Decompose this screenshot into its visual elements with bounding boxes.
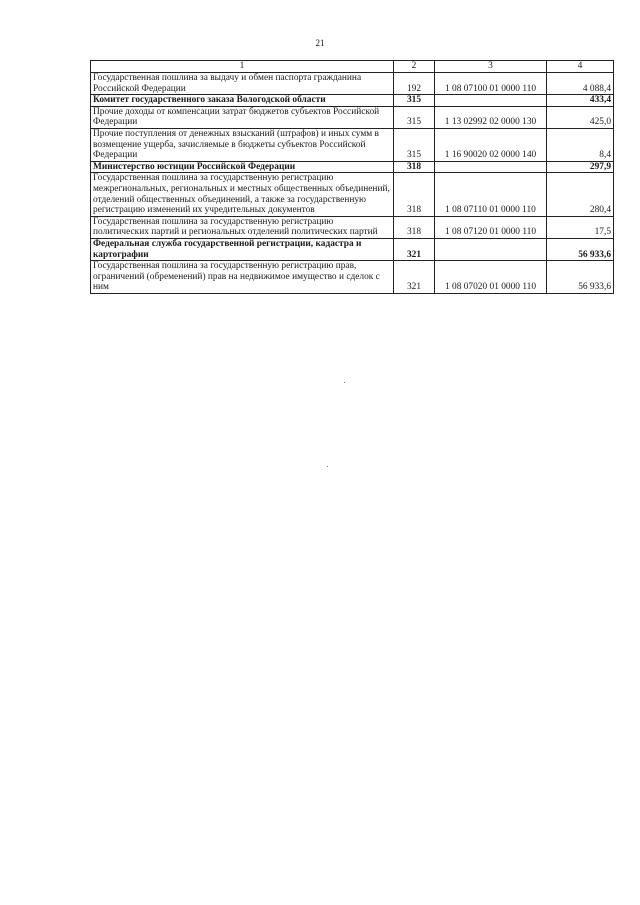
row-classification: 1 08 07110 01 0000 110 <box>435 173 547 216</box>
row-amount: 425,0 <box>547 106 614 128</box>
table-row <box>91 95 614 107</box>
column-header-2: 2 <box>394 61 435 73</box>
row-amount: 433,4 <box>547 95 614 107</box>
page-number: 21 <box>315 38 325 48</box>
column-header-1: 1 <box>91 61 394 73</box>
row-name: Федеральная служба государственной регистрации, кадастра и картографии <box>91 238 394 260</box>
table-row <box>91 238 614 260</box>
table-row <box>91 73 614 95</box>
table-header-row <box>91 61 614 73</box>
table-row <box>91 161 614 173</box>
row-code: 318 <box>394 161 435 173</box>
row-amount: 297,9 <box>547 161 614 173</box>
row-amount: 4 088,4 <box>547 73 614 95</box>
row-classification <box>435 161 547 173</box>
row-code: 315 <box>394 95 435 107</box>
row-amount: 56 933,6 <box>547 261 614 294</box>
row-code: 318 <box>394 173 435 216</box>
row-classification <box>435 238 547 260</box>
row-amount: 8,4 <box>547 128 614 161</box>
row-classification: 1 16 90020 02 0000 140 <box>435 128 547 161</box>
scan-speck <box>344 382 345 383</box>
revenue-table <box>90 60 614 294</box>
column-header-3: 3 <box>435 61 547 73</box>
row-name: Государственная пошлина за государственную регистрацию прав, ограничений (обременений) прав на недвижимое имущество и сделок с ним <box>91 261 394 294</box>
row-classification: 1 13 02992 02 0000 130 <box>435 106 547 128</box>
row-amount: 17,5 <box>547 216 614 238</box>
row-classification: 1 08 07120 01 0000 110 <box>435 216 547 238</box>
table-row <box>91 261 614 294</box>
row-code: 315 <box>394 106 435 128</box>
row-name: Министерство юстиции Российской Федерации <box>91 161 394 173</box>
row-code: 321 <box>394 261 435 294</box>
row-name: Государственная пошлина за выдачу и обмен паспорта гражданина Российской Федерации <box>91 73 394 95</box>
row-classification <box>435 95 547 107</box>
row-amount: 280,4 <box>547 173 614 216</box>
row-code: 318 <box>394 216 435 238</box>
table-row <box>91 128 614 161</box>
row-classification: 1 08 07020 01 0000 110 <box>435 261 547 294</box>
row-amount: 56 933,6 <box>547 238 614 260</box>
row-code: 315 <box>394 128 435 161</box>
row-name: Государственная пошлина за государственную регистрацию политических партий и региональных отделений политических партий <box>91 216 394 238</box>
row-name: Прочие доходы от компенсации затрат бюджетов субъектов Российской Федерации <box>91 106 394 128</box>
row-code: 321 <box>394 238 435 260</box>
table-row <box>91 173 614 216</box>
row-classification: 1 08 07100 01 0000 110 <box>435 73 547 95</box>
table-row <box>91 216 614 238</box>
row-name: Комитет государственного заказа Вологодской области <box>91 95 394 107</box>
row-name: Прочие поступления от денежных взысканий (штрафов) и иных сумм в возмещение ущерба, зачисляемые в бюджеты субъектов Российской Федерации <box>91 128 394 161</box>
table-row <box>91 106 614 128</box>
column-header-4: 4 <box>547 61 614 73</box>
row-code: 192 <box>394 73 435 95</box>
row-name: Государственная пошлина за государственную регистрацию межрегиональных, региональных и местных общественных объединений, отделений общественных объединений, а также за государственную регистрацию изменений их учредительных документов <box>91 173 394 216</box>
scan-speck <box>327 466 328 467</box>
